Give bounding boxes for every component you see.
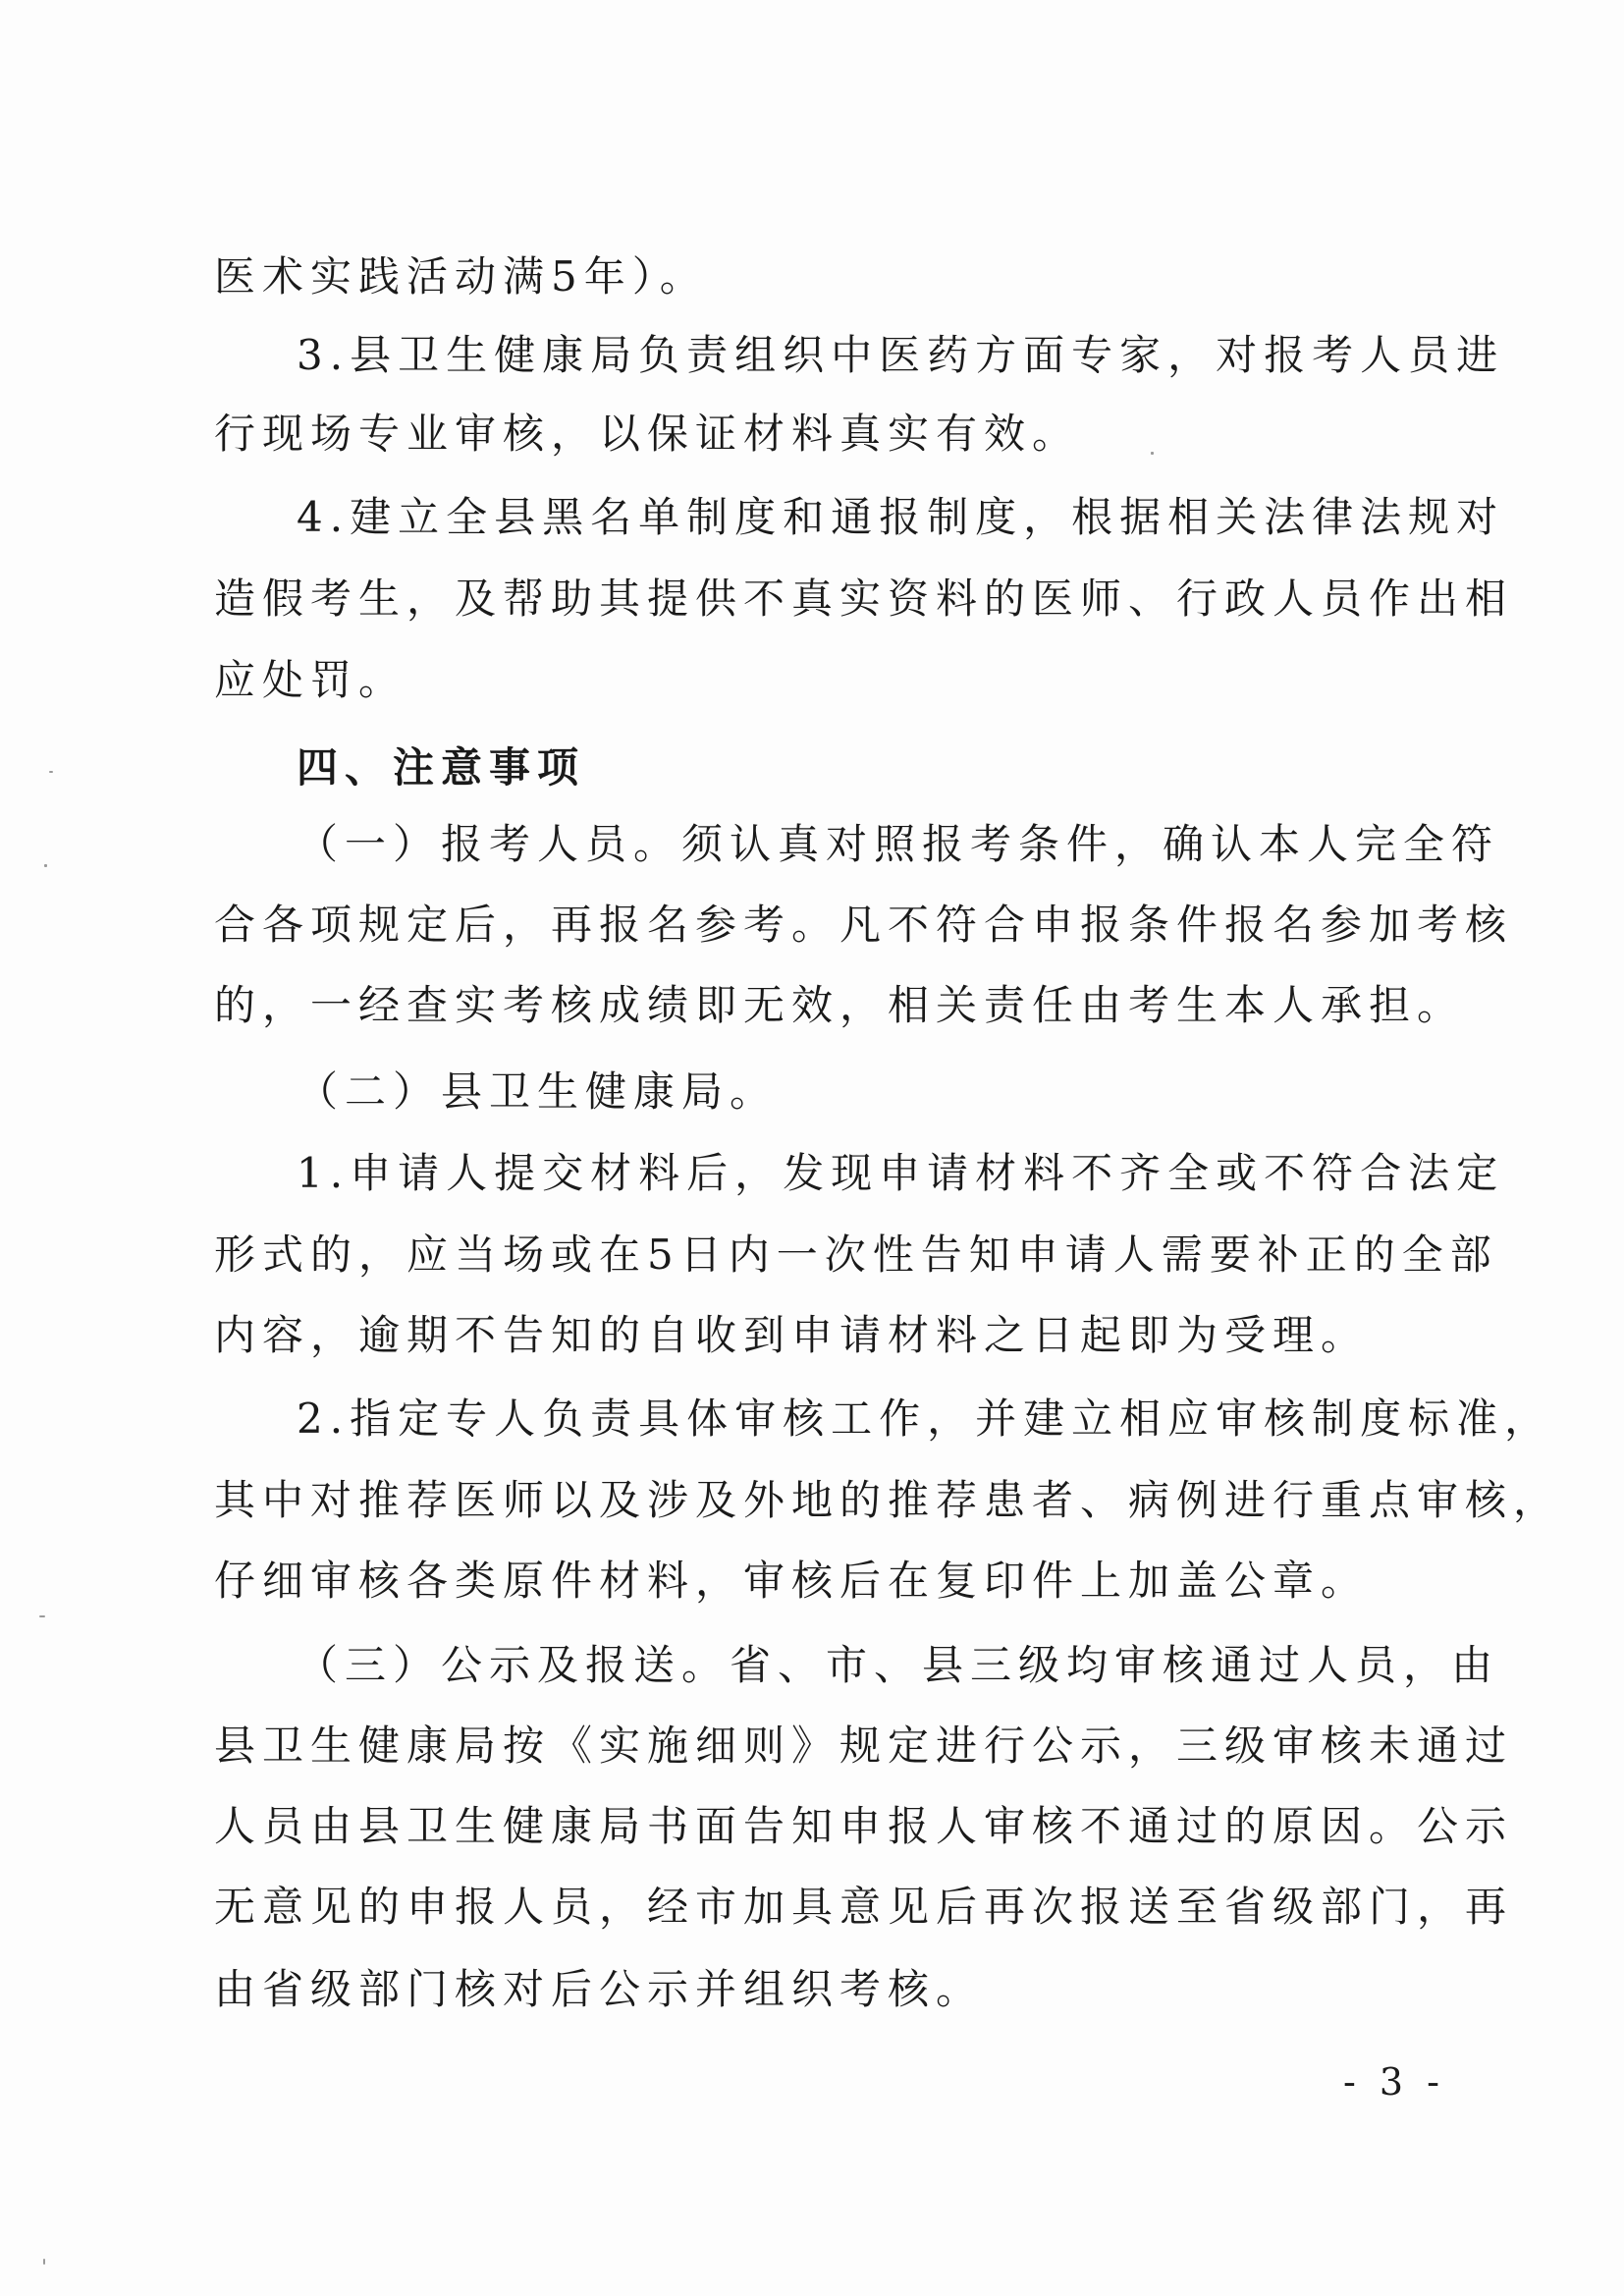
subsection-1-line-3: 的，一经查实考核成绩即无效，相关责任由考生本人承担。 [214, 981, 1466, 1029]
paragraph-item-3-line-2: 行现场专业审核，以保证材料真实有效。 [214, 410, 1081, 458]
paragraph-item-3: 3.县卫生健康局负责组织中医药方面专家，对报考人员进 [297, 331, 1505, 379]
subsection-2-item-2: 2.指定专人负责具体审核工作，并建立相应审核制度标准， [297, 1394, 1553, 1443]
subsection-3-line-4: 无意见的申报人员，经市加具意见后再次报送至省级部门，再 [214, 1883, 1514, 1931]
text-line-continuation: 医术实践活动满5年）。 [214, 252, 708, 301]
subsection-2-item-2-line-3: 仔细审核各类原件材料，审核后在复印件上加盖公章。 [214, 1557, 1370, 1605]
paragraph-item-4-line-2: 造假考生，及帮助其提供不真实资料的医师、行政人员作出相 [214, 574, 1514, 623]
subsection-2: （二）县卫生健康局。 [297, 1067, 779, 1116]
paragraph-item-4-line-3: 应处罚。 [214, 656, 407, 704]
page-number: - 3 - [1343, 2060, 1446, 2104]
subsection-2-item-1-line-2: 形式的，应当场或在5日内一次性告知申请人需要补正的全部 [214, 1230, 1498, 1279]
scan-speck [44, 864, 47, 867]
subsection-1-line-2: 合各项规定后，再报名参考。凡不符合申报条件报名参加考核 [214, 901, 1514, 949]
subsection-3: （三）公示及报送。省、市、县三级均审核通过人员，由 [297, 1641, 1500, 1689]
subsection-2-item-2-line-2: 其中对推荐医师以及涉及外地的推荐患者、病例进行重点审核， [214, 1476, 1562, 1524]
subsection-3-line-5: 由省级部门核对后公示并组织考核。 [214, 1965, 985, 2013]
subsection-2-item-1: 1.申请人提交材料后，发现申请材料不齐全或不符合法定 [297, 1149, 1505, 1197]
scan-speck [1151, 452, 1154, 455]
scan-speck [39, 1615, 45, 1617]
scan-speck [49, 771, 53, 773]
subsection-1: （一）报考人员。须认真对照报考条件，确认本人完全符 [297, 820, 1500, 868]
paragraph-item-4: 4.建立全县黑名单制度和通报制度，根据相关法律法规对 [297, 493, 1505, 541]
subsection-2-item-1-line-3: 内容，逾期不告知的自收到申请材料之日起即为受理。 [214, 1311, 1370, 1359]
scan-speck [43, 2259, 45, 2265]
section-heading: 四、注意事项 [297, 743, 586, 792]
subsection-3-line-2: 县卫生健康局按《实施细则》规定进行公示，三级审核未通过 [214, 1722, 1514, 1770]
subsection-3-line-3: 人员由县卫生健康局书面告知申报人审核不通过的原因。公示 [214, 1802, 1514, 1850]
